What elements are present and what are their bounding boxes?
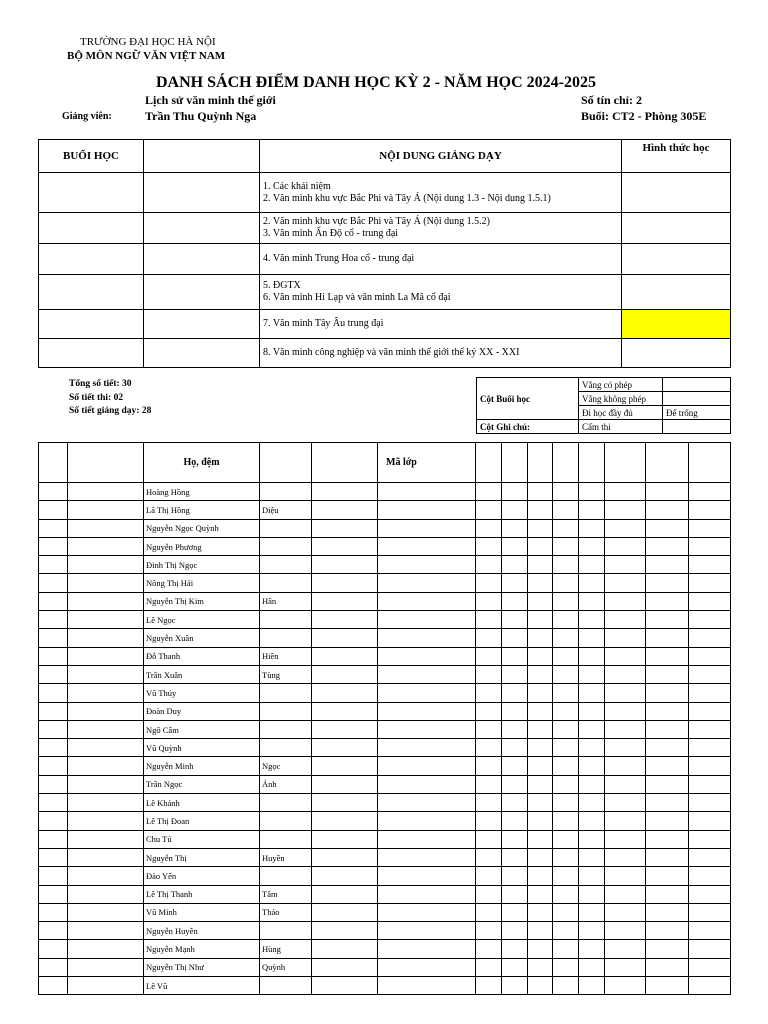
student-given-name [260,574,312,592]
student-given-name [260,537,312,555]
student-given-name [260,867,312,885]
university-name: TRƯỜNG ĐẠI HỌC HÀ NỘI [80,36,216,48]
student-given-name [260,702,312,720]
student-given-name: Hiền [260,647,312,665]
table-row [39,702,731,720]
student-given-name [260,830,312,848]
table-row [39,592,731,610]
student-given-name: Tùng [260,665,312,683]
student-given-name [260,483,312,501]
student-surname: Lê Thị Đoan [144,812,260,830]
table-row [39,574,731,592]
student-surname: Chu Tú [144,830,260,848]
table-row [39,922,731,940]
table-row [39,629,731,647]
table-row [39,885,731,903]
col-session-header: BUỔI HỌC [39,140,144,173]
table-row [39,867,731,885]
table-row [39,739,731,757]
student-given-name [260,794,312,812]
student-given-name [260,684,312,702]
department-name: BỘ MÔN NGỮ VĂN VIỆT NAM [67,50,226,62]
table-row [39,537,731,555]
topic-row-3: 4. Văn minh Trung Hoa cổ - trung đại [260,244,622,275]
student-surname: Trần Ngọc [144,775,260,793]
student-surname: Lê Ngọc [144,611,260,629]
student-given-name [260,611,312,629]
student-given-name: Ánh [260,775,312,793]
student-given-name [260,977,312,995]
course-name: Lịch sử văn minh thế giới [145,93,276,107]
topic-row-4: 5. ĐGTX 6. Văn minh Hi Lạp và văn minh La Mã cổ đại [260,275,622,310]
student-surname: Nguyễn Mạnh [144,940,260,958]
legend-note-col: Cột Ghi chú: [477,420,579,434]
lecturer-name: Trần Thu Quỳnh Nga [145,109,257,123]
student-surname: Nguyễn Thị [144,848,260,866]
legend-banned: Cấm thi [579,420,663,434]
table-row [39,720,731,738]
student-surname: Ngô Cẩm [144,720,260,738]
student-surname: Đào Yến [144,867,260,885]
legend-blank: Để trống [663,406,731,420]
topic-row-5: 7. Văn minh Tây Âu trung đại [260,310,622,339]
session-room: Buổi: CT2 - Phòng 305E [581,109,707,123]
student-surname: Trần Xuân [144,665,260,683]
lecturer-label: Giảng viên: [62,111,112,122]
table-row [39,647,731,665]
col-content-header: NỘI DUNG GIẢNG DẠY [260,140,622,173]
student-surname: Nguyễn Minh [144,757,260,775]
student-given-name [260,556,312,574]
table-row [39,977,731,995]
table-row [39,757,731,775]
topic-row-2: 2. Văn minh khu vực Bắc Phi và Tây Á (Nội dung 1.5.2) 3. Văn minh Ấn Độ cổ - trung đại [260,213,622,244]
table-row [39,775,731,793]
student-surname: Nông Thị Hải [144,574,260,592]
table-row [39,501,731,519]
table-row [39,556,731,574]
student-given-name [260,720,312,738]
student-given-name [260,519,312,537]
student-given-name: Huyền [260,848,312,866]
table-row [39,665,731,683]
total-periods: Tổng số tiết: 30 [69,379,132,389]
student-given-name [260,739,312,757]
table-row [39,940,731,958]
credits: Số tín chỉ: 2 [581,93,643,107]
student-surname: Nguyễn Xuân [144,629,260,647]
student-surname: Lê Thị Thanh [144,885,260,903]
student-given-name: Hân [260,592,312,610]
student-surname: Nguyễn Huyền [144,922,260,940]
student-surname: Lã Thị Hồng [144,501,260,519]
page-title: DANH SÁCH ĐIỂM DANH HỌC KỲ 2 - NĂM HỌC 2024-2025 [156,74,596,91]
content-table [38,139,731,368]
col-name-header: Họ, đệm [144,443,260,483]
legend-excused: Vắng có phép [579,378,663,392]
table-row [39,830,731,848]
table-row [39,483,731,501]
student-surname: Nguyễn Phương [144,537,260,555]
col-class-header: Mã lớp [378,443,476,483]
students-table [38,442,731,995]
highlighted-cell [622,310,731,339]
legend-table [476,377,731,434]
student-given-name: Quỳnh [260,958,312,976]
table-row [39,958,731,976]
table-row [39,903,731,921]
table-row [39,684,731,702]
teaching-periods: Số tiết giảng dạy: 28 [69,406,152,416]
student-given-name [260,922,312,940]
student-given-name: Tâm [260,885,312,903]
student-given-name [260,812,312,830]
legend-session-col: Cột Buổi học [477,378,579,420]
student-given-name: Diệu [260,501,312,519]
table-row [39,611,731,629]
student-given-name: Thảo [260,903,312,921]
student-surname: Nguyễn Thị Như [144,958,260,976]
table-row [39,794,731,812]
topic-row-1: 1. Các khái niệm 2. Văn minh khu vực Bắc Phi và Tây Á (Nội dung 1.3 - Nội dung 1.5.1) [260,173,622,213]
student-given-name [260,629,312,647]
col-format-header: Hình thức học [622,140,731,173]
student-given-name: Hùng [260,940,312,958]
student-surname: Hoàng Hồng [144,483,260,501]
student-surname: Vũ Thúy [144,684,260,702]
legend-full: Đi học đầy đủ [579,406,663,420]
student-given-name: Ngọc [260,757,312,775]
student-surname: Đỗ Thanh [144,647,260,665]
student-surname: Đinh Thị Ngọc [144,556,260,574]
table-row [39,519,731,537]
student-surname: Lê Vũ [144,977,260,995]
student-surname: Vũ Quỳnh [144,739,260,757]
student-surname: Nguyễn Thị Kim [144,592,260,610]
legend-unexcused: Vắng không phép [579,392,663,406]
table-row [39,812,731,830]
student-surname: Đoàn Duy [144,702,260,720]
topic-row-6: 8. Văn minh công nghiệp và văn minh thế giới thế kỷ XX - XXI [260,339,622,368]
table-row [39,848,731,866]
student-surname: Vũ Minh [144,903,260,921]
student-surname: Nguyễn Ngọc Quỳnh [144,519,260,537]
exam-periods: Số tiết thi: 02 [69,393,124,403]
student-surname: Lê Khánh [144,794,260,812]
